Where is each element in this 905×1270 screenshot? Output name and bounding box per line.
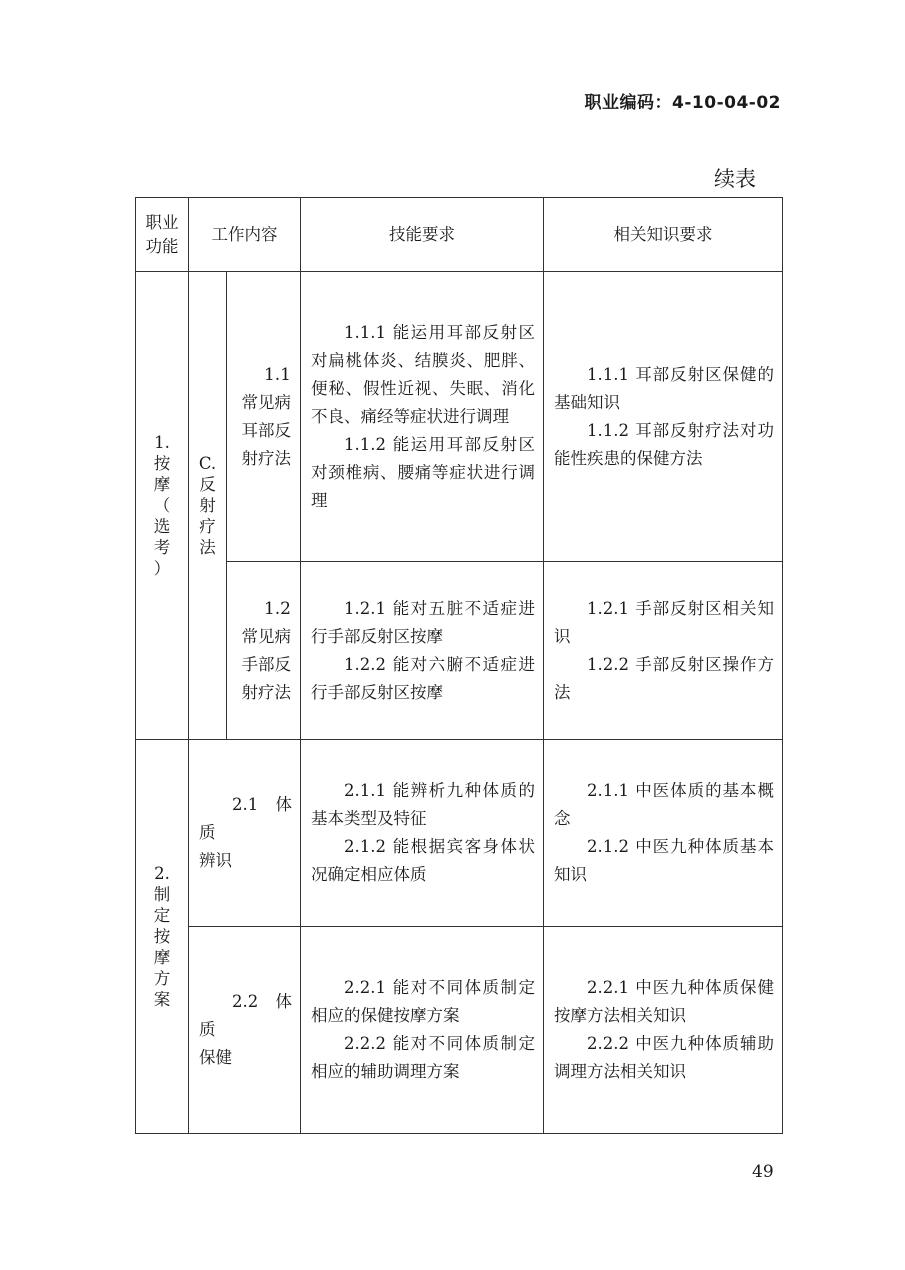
header-knowledge: 相关知识要求	[544, 198, 783, 272]
table-row	[136, 740, 783, 927]
occupation-code: 职业编码：4-10-04-02	[584, 93, 781, 113]
header-skill: 技能要求	[301, 198, 544, 272]
header-work-content: 工作内容	[189, 198, 301, 272]
knowledge-cell-2-2: 2.2.1 中医九种体质保健按摩方法相关知识 2.2.2 中医九种体质辅助调理方法相关知识	[544, 927, 783, 1134]
knowledge-cell-1-1: 1.1.1 耳部反射区保健的基础知识 1.1.2 耳部反射疗法对功能性疾患的保健方法	[544, 272, 783, 562]
knowledge-cell-2-1: 2.1.1 中医体质的基本概念 2.1.2 中医九种体质基本知识	[544, 740, 783, 927]
reflexology-cell: C. 反 射 疗 法	[189, 272, 227, 740]
table-row	[136, 272, 783, 562]
header-function: 职业 功能	[136, 198, 189, 272]
work-item-2-2: 2.2 体质 保健	[189, 927, 301, 1134]
table-row	[136, 562, 783, 740]
skill-cell-1-1: 1.1.1 能运用耳部反射区对扁桃体炎、结膜炎、肥胖、便秘、假性近视、失眠、消化不良、痛经等症状进行调理 1.1.2 能运用耳部反射区对颈椎病、腰痛等症状进行调理	[301, 272, 544, 562]
standards-table	[135, 197, 783, 1134]
knowledge-cell-1-2: 1.2.1 手部反射区相关知识 1.2.2 手部反射区操作方法	[544, 562, 783, 740]
table-row	[136, 927, 783, 1134]
skill-cell-1-2: 1.2.1 能对五脏不适症进行手部反射区按摩 1.2.2 能对六腑不适症进行手部反射区按摩	[301, 562, 544, 740]
function-massage-cell: 1. 按 摩 （ 选 考 ）	[136, 272, 189, 740]
skill-cell-2-2: 2.2.1 能对不同体质制定相应的保健按摩方案 2.2.2 能对不同体质制定相应的辅助调理方案	[301, 927, 544, 1134]
work-item-2-1: 2.1 体质 辨识	[189, 740, 301, 927]
work-item-1-2: 1.2 常见病 手部反 射疗法	[227, 562, 301, 740]
header-row	[136, 198, 783, 272]
work-item-1-1: 1.1 常见病 耳部反 射疗法	[227, 272, 301, 562]
function-plan-cell: 2. 制 定 按 摩 方 案	[136, 740, 189, 1134]
continued-label: 续表	[714, 167, 756, 191]
skill-cell-2-1: 2.1.1 能辨析九种体质的基本类型及特征 2.1.2 能根据宾客身体状况确定相应体质	[301, 740, 544, 927]
page-number: 49	[752, 1162, 774, 1182]
